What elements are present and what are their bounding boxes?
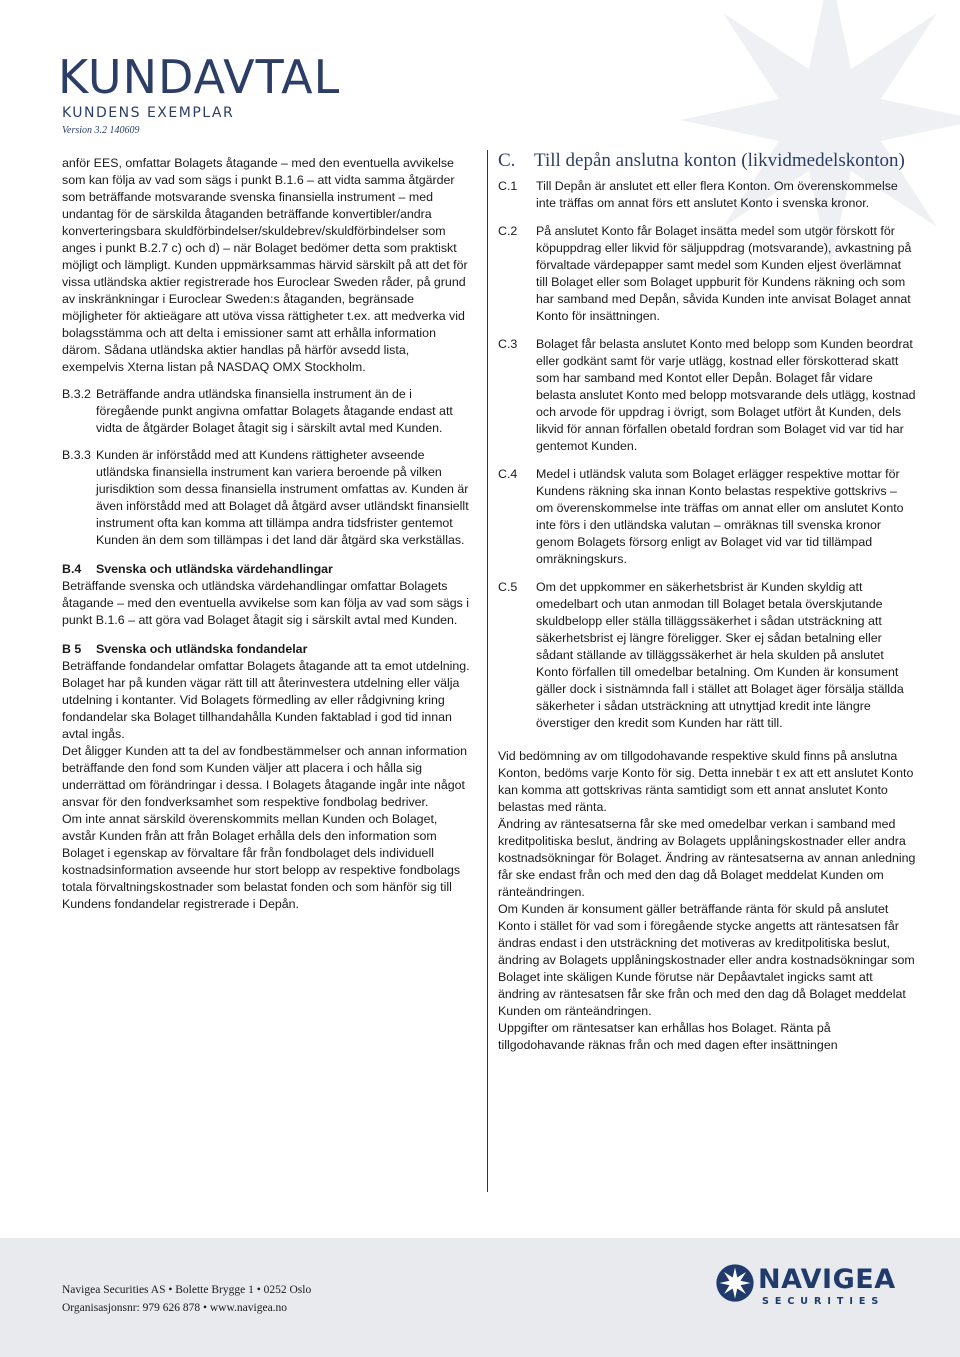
- navigea-star-icon: [716, 1264, 754, 1302]
- section-heading-b4: [62, 561, 472, 578]
- clause-number: C.3: [498, 337, 518, 351]
- clause-number: C.1: [498, 179, 518, 193]
- b4-paragraph: Beträffande svenska och utländska värdehandlingar omfattar Bolagets åtagande – med den eventuella avvikelse som kan följa av vad som sägs i punkt B.1.6 – att göra vad Bolaget åtagit sig i särskilt avtal med Kunden.: [62, 579, 470, 627]
- clause-text: Om det uppkommer en säkerhetsbrist är Kunden skyldig att omedelbart och utan anmodan till Bolaget betala överskjutande skuldbelopp eller ställa tilläggssäkerhet i sådan utsträckning att säkerhetsbrist ej längre föreligger. Sker ej sådan betalning eller sådant ställande av tilläggssäkerhet är hela skulden på anslutet Konto förfallen till omedelbar betalning. Om Kunden är konsument gäller dock i sistnämnda fall i stället att Bolaget äger försälja ställda säkerheter i sådan utsträckning att utnyttjad kredit inte längre överstiger den kredit som Kunden har rätt till.: [536, 580, 904, 730]
- clause-c2: [498, 223, 916, 325]
- clause-c4: [498, 466, 916, 568]
- clause-text: Beträffande andra utländska finansiella instrument än de i föregående punkt angivna omfattar Bolagets åtagande endast att vidta de åtgärder Bolaget åtagit sig i särskilt avtal med Kunden.: [96, 387, 453, 435]
- interest-paragraph-3: Om Kunden är konsument gäller beträffande ränta för skuld på anslutet Konto i stället för vad som i föregående stycke angetts att räntesatsen får ändras endast i den utsträckning det motiveras av kreditpolitiska beslut, ändring av Bolagets upplåningskostnader eller andra kostnadsökningar som Bolaget inte skäligen Kunde förutse när Depåavtalet ingicks samt att ändring av räntesatsen får ske från och med den dag då Bolaget meddelat Kunden om ränteändringen.: [498, 902, 915, 1018]
- navigea-logo: [716, 1260, 896, 1324]
- page-footer: [0, 1238, 960, 1357]
- clause-text: Medel i utländsk valuta som Bolaget erlägger respektive mottar för Kundens räkning ska innan Konto belastas respektive gottskrivs – om överenskommelse inte träffas om annat eller om anslutet Konto inte förs i den utländska valutan – omräknas till svenska kronor genom Bolagets försorg enligt av Bolaget vid var tid tillämpad omräkningskurs.: [536, 467, 904, 566]
- logo-tagline: SECURITIES: [762, 1296, 885, 1307]
- company-address: Navigea Securities AS • Bolette Brygge 1 • 0252 Oslo: [62, 1284, 312, 1296]
- clause-text: Kunden är införstådd med att Kundens rättigheter avseende utländska finansiella instrument kan variera beroende på vilken jurisdiktion som dessa finansiella instrument omfattas av. Kunden är även införstådd med att Bolaget då åtgärd avser utländskt finansiellt instrument ofta kan komma att tillämpa andra tidsfrister gentemot Kunden än dem som tillämpas i det land där åtgärd ska verkställas.: [96, 448, 469, 547]
- interest-paragraph-1: Vid bedömning av om tillgodohavande respektive skuld finns på anslutna Konton, bedöms varje Konto för sig. Detta innebär t ex att ett anslutet Konto kan komma att gottskrivas ränta samtidigt som ett annat anslutet Konto belastas med ränta.: [498, 749, 914, 814]
- section-number: B 5: [62, 642, 82, 656]
- section-title: Svenska och utländska värdehandlingar: [96, 562, 333, 576]
- clause-c3: [498, 336, 916, 455]
- clause-number: B.3.3: [62, 448, 91, 462]
- clause-text: Till Depån är anslutet ett eller flera Konton. Om överenskommelse inte träffas om annat förs ett anslutet Konto i svenska kronor.: [536, 179, 898, 210]
- intro-paragraph: anför EES, omfattar Bolagets åtagande – med den eventuella avvikelse som kan följa av vad som sägs i punkt B.1.6 – att vidta samma åtgärder som beträffande motsvarande svenska finansiella instrument – med undantag för de särskilda åtaganden beträffande konvertibler/andra konverteringsbara skuldförbindelser/skuldebrev/skuldförbindelser som anges i punkt B.2.7 c) och d) – när Bolaget bedömer detta som praktiskt möjligt och lämpligt. Kunden uppmärksammas härvid särskilt på att det för vissa utländska aktier registrerade hos Euroclear Sweden råder, på grund av inskränkningar i Euroclear Sweden:s åtaganden, begränsade möjligheter för aktieägare att utöva vissa rättigheter t.ex. att medverka vid bolagsstämma och att delta i emissioner samt att erhålla information därom. Sådana utländska aktier handlas på härför avsedd lista, exempelvis Xterna listan på NASDAQ OMX Stockholm.: [62, 156, 468, 374]
- clause-b32: [62, 386, 472, 437]
- clause-c5: [498, 579, 916, 732]
- version-label: Version 3.2 140609: [62, 125, 140, 136]
- clause-number: B.3.2: [62, 387, 91, 401]
- section-number: C.: [498, 150, 516, 171]
- section-number: B.4: [62, 562, 82, 576]
- b5-paragraph-2: Det åligger Kunden att ta del av fondbestämmelser och annan information beträffande den fond som Kunden väljer att placera i och hålla sig underrättad om förändringar i dessa. I Bolagets åtagande ingår inte något ansvar för den fondverksamhet som respektive fondbolag bedriver.: [62, 744, 468, 809]
- clause-text: På anslutet Konto får Bolaget insätta medel som utgör förskott för köpuppdrag eller likvid för säljuppdrag (motsvarande), avkastning på förvaltade värdepapper samt medel som Kunden eljest överlämnat till Bolaget eller som Bolaget uppburit för Kundens räkning och som har samband med Depån, såvida Kunden inte anvisat Bolaget annat Konto för insättningen.: [536, 224, 912, 323]
- section-title: Svenska och utländska fondandelar: [96, 642, 308, 656]
- left-column: [62, 155, 472, 913]
- clause-number: C.2: [498, 224, 518, 238]
- logo-wordmark: NAVIGEA: [758, 1264, 896, 1295]
- clause-number: C.4: [498, 467, 518, 481]
- clause-number: C.5: [498, 580, 518, 594]
- section-title: Till depån anslutna konton (likvidmedelskonton): [534, 150, 905, 171]
- b5-paragraph-1: Beträffande fondandelar omfattar Bolagets åtagande att ta emot utdelning. Bolaget har på kunden vägar rätt till att återinvestera utdelning eller välja utdelning i kontanter. Vid Bolagets förmedling av eller rådgivning kring fondandelar ska Bolaget tillhandahålla Kunden faktablad i god tid innan avtal ingås.: [62, 659, 470, 741]
- section-heading-b5: [62, 641, 472, 658]
- b5-paragraph-3: Om inte annat särskild överenskommits mellan Kunden och Bolaget, avstår Kunden från att från Bolaget erhålla dels den information som Bolaget i egenskap av förvaltare får från fondbolaget dels individuell kostnadsinformation avseende hur stort belopp av respektive fondbolags totala förvaltningskostnader som belastat fonden och som hänför sig till Kundens fondandelar registrerade i Depån.: [62, 812, 461, 911]
- interest-paragraph-4: Uppgifter om räntesatser kan erhållas hos Bolaget. Ränta på tillgodohavande räknas från och med dagen efter insättningen: [498, 1021, 838, 1052]
- document-title: KUNDAVTAL: [58, 50, 341, 104]
- clause-text: Bolaget får belasta anslutet Konto med belopp som Kunden beordrat eller godkänt samt för varje utlägg, kostnad eller förskotterad skatt som har samband med Kontot eller Depån. Bolaget får vidare belasta anslutet Konto med belopp motsvarande dels utlägg, kostnad och arvode för uppdrag i övrigt, som Bolaget utfört åt Kunden, dels likvid för annan förfallen obetald fordran som Bolaget vid var tid har gentemot Kunden.: [536, 337, 916, 453]
- interest-paragraph-2: Ändring av räntesatserna får ske med omedelbar verkan i samband med kreditpolitiska beslut, ändring av Bolagets upplåningskostnader eller andra kostnadsökningar för Bolaget. Ändring av räntesatserna av annan anledning får ske endast från och med den dag då Bolaget meddelat Kunden om ränteändringen.: [498, 817, 916, 899]
- section-heading-c: [498, 150, 916, 172]
- clause-b33: [62, 447, 472, 549]
- column-divider: [487, 150, 488, 1192]
- clause-c1: [498, 178, 916, 212]
- right-column: [498, 150, 916, 1054]
- company-registration: Organisasjonsnr: 979 626 878 • www.navigea.no: [62, 1302, 288, 1314]
- document-subtitle: KUNDENS EXEMPLAR: [62, 105, 235, 121]
